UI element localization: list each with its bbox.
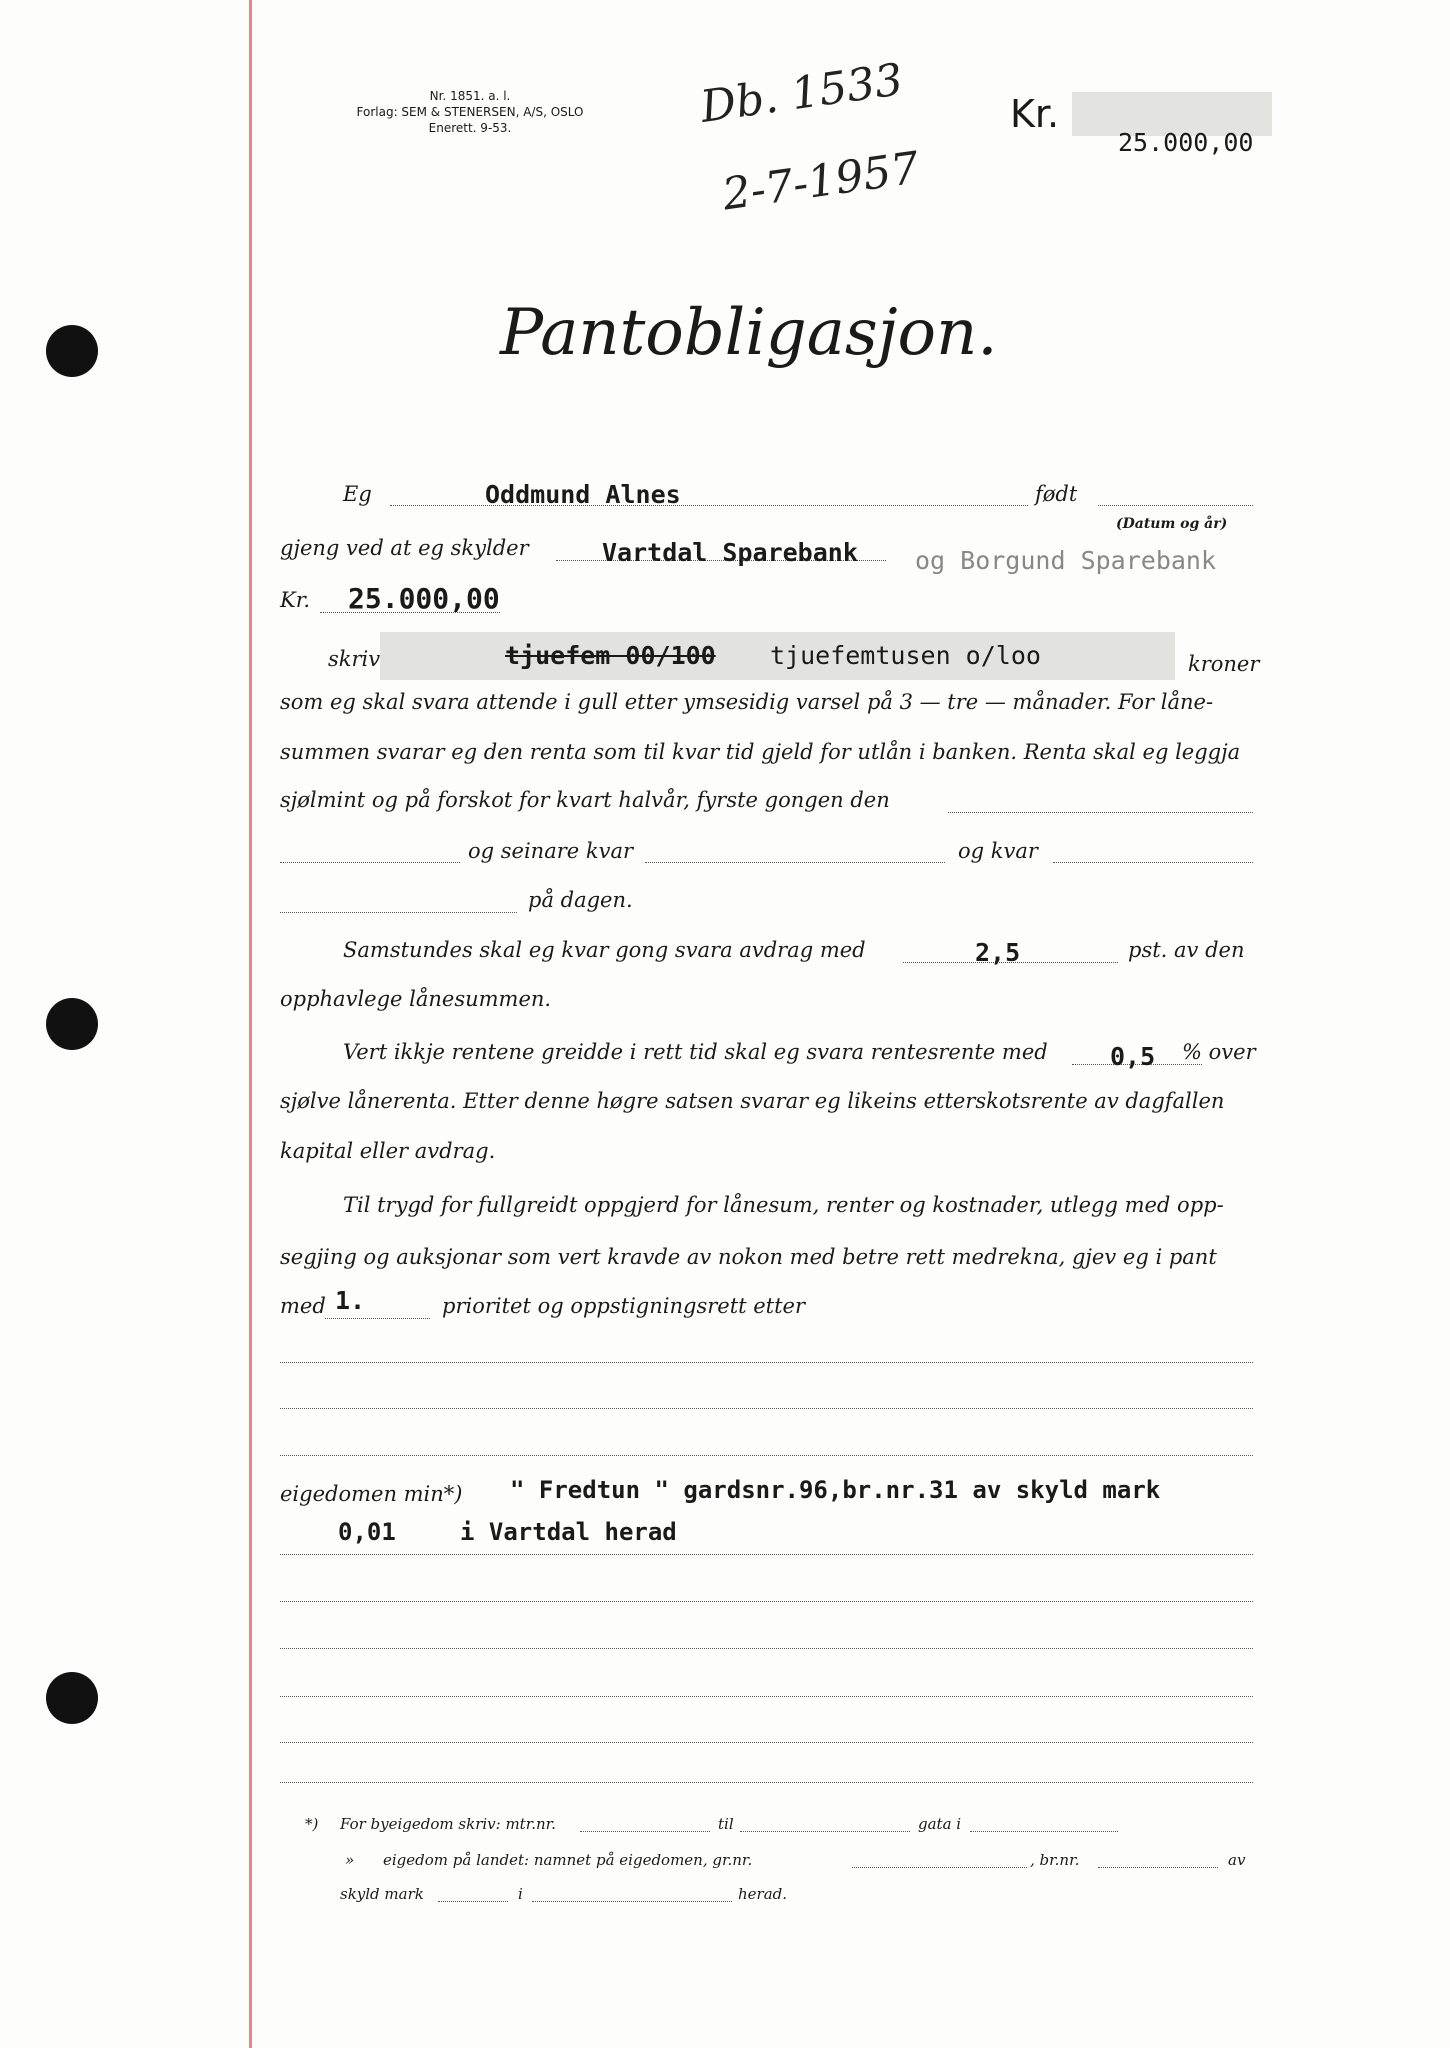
dots [970,1831,1118,1832]
creditor-name: Vartdal Sparebank [602,538,858,567]
dots [280,912,517,913]
page-title: Pantobligasjon. [500,296,998,370]
installment-after: pst. av den [1128,938,1245,962]
born-label: født [1035,482,1078,506]
body-line: sjølmint og på forskot for kvart halvår, fyrste gongen den [280,788,890,812]
publisher-info [300,88,640,136]
amount-header-value: 25.000,00 [1118,128,1254,157]
punch-hole [46,998,98,1050]
footnote-b-mark: » [345,1851,355,1869]
on-the-day-label: på dagen. [528,888,633,912]
amount-words-label: skriv [328,647,381,671]
penalty-after: % over [1182,1040,1256,1064]
installment-value: 2,5 [975,938,1021,967]
amount-words-struck: tjuefem 00/100 [505,641,716,670]
margin-rule [249,0,252,2048]
dots [580,1831,710,1832]
penalty-text: Vert ikkje rentene greidde i rett tid skal eg svara rentesrente med [343,1040,1048,1064]
footnote-a-label: For byeigedom skriv: mtr.nr. [340,1815,556,1833]
property-value: 0,01 [338,1518,396,1546]
amount-label: Kr. [280,588,311,612]
first-date-dots [948,812,1253,813]
dots [532,1901,732,1902]
creditor-label: gjeng ved at eg skylder [280,536,529,560]
borrower-name: Oddmund Alnes [485,480,681,509]
blank-line [280,1782,1253,1783]
footnote-b-label: eigedom på landet: namnet på eigedomen, gr.nr. [383,1851,753,1869]
penalty-value: 0,5 [1110,1042,1156,1071]
amount-value: 25.000,00 [348,582,500,615]
security-line1: Til trygd for fullgreidt oppgjerd for lånesum, renter og kostnader, utlegg med opp- [343,1193,1224,1217]
copyright: Enerett. 9-53. [428,121,512,135]
blank-line [280,1408,1253,1409]
form-number: Nr. 1851. a. l. [429,89,511,103]
footnote-a-til: til [718,1815,734,1833]
footnote-star: *) [305,1815,319,1833]
born-dots [1098,505,1253,506]
installment-cont: opphavlege lånesummen. [280,987,552,1011]
footnote-c-herad: herad. [738,1885,788,1903]
creditor-addition: og Borgund Sparebank [915,546,1217,575]
dots [1098,1867,1218,1868]
body-line: summen svarar eg den renta som til kvar tid gjeld for utlån i banken. Renta skal eg leggja [280,740,1241,764]
property-label: eigedomen min*) [280,1482,463,1506]
blank-line [280,1362,1253,1363]
and-later-label: og seinare kvar [468,839,634,863]
blank-line [280,1742,1253,1743]
dots [438,1901,508,1902]
dots [645,862,945,863]
footnote-b-av: av [1228,1851,1246,1869]
punch-hole [46,1672,98,1724]
blank-line [280,1554,1253,1555]
priority-text: prioritet og oppstigningsrett etter [442,1294,806,1318]
handwritten-date: 2-7-1957 [719,142,923,221]
blank-line [280,1648,1253,1649]
amount-header-label: Kr. [1010,92,1060,136]
footnote-c-i: i [518,1885,523,1903]
publisher-name: Forlag: SEM & STENERSEN, A/S, OSLO [356,105,584,119]
dots [280,862,460,863]
penalty-line2: sjølve lånerenta. Etter denne høgre satsen svarar eg likeins etterskotsrente av dagfallen [280,1089,1225,1113]
punch-hole [46,325,98,377]
amount-words-text: tjuefemtusen o/loo [770,641,1041,670]
and-each-label: og kvar [958,839,1038,863]
body-line: som eg skal svara attende i gull etter ymsesidig varsel på 3 — tre — månader. For låne- [280,690,1214,714]
priority-dots [325,1318,430,1319]
security-line2: segjing og auksjonar som vert kravde av nokon med betre rett medrekna, gjev eg i pant [280,1245,1217,1269]
kroner-label: kroner [1188,652,1260,676]
handwritten-reference: Db. 1533 [697,54,906,133]
blank-line [280,1696,1253,1697]
born-hint: (Datum og år) [1116,516,1228,532]
priority-value: 1. [335,1286,366,1315]
borrower-label: Eg [343,482,372,506]
blank-line [280,1601,1253,1602]
property-line1: " Fredtun " gardsnr.96,br.nr.31 av skyld mark [510,1476,1161,1504]
footnote-a-gata: gata i [918,1815,962,1833]
installment-text: Samstundes skal eg kvar gong svara avdrag med [343,938,866,962]
dots [1053,862,1253,863]
footnote-b-brnr: , br.nr. [1030,1851,1080,1869]
dots [852,1867,1027,1868]
with-label: med [280,1294,326,1318]
penalty-line3: kapital eller avdrag. [280,1139,496,1163]
dots [740,1831,910,1832]
property-line2: i Vartdal herad [460,1518,677,1546]
footnote-c-label: skyld mark [340,1885,424,1903]
blank-line [280,1455,1253,1456]
